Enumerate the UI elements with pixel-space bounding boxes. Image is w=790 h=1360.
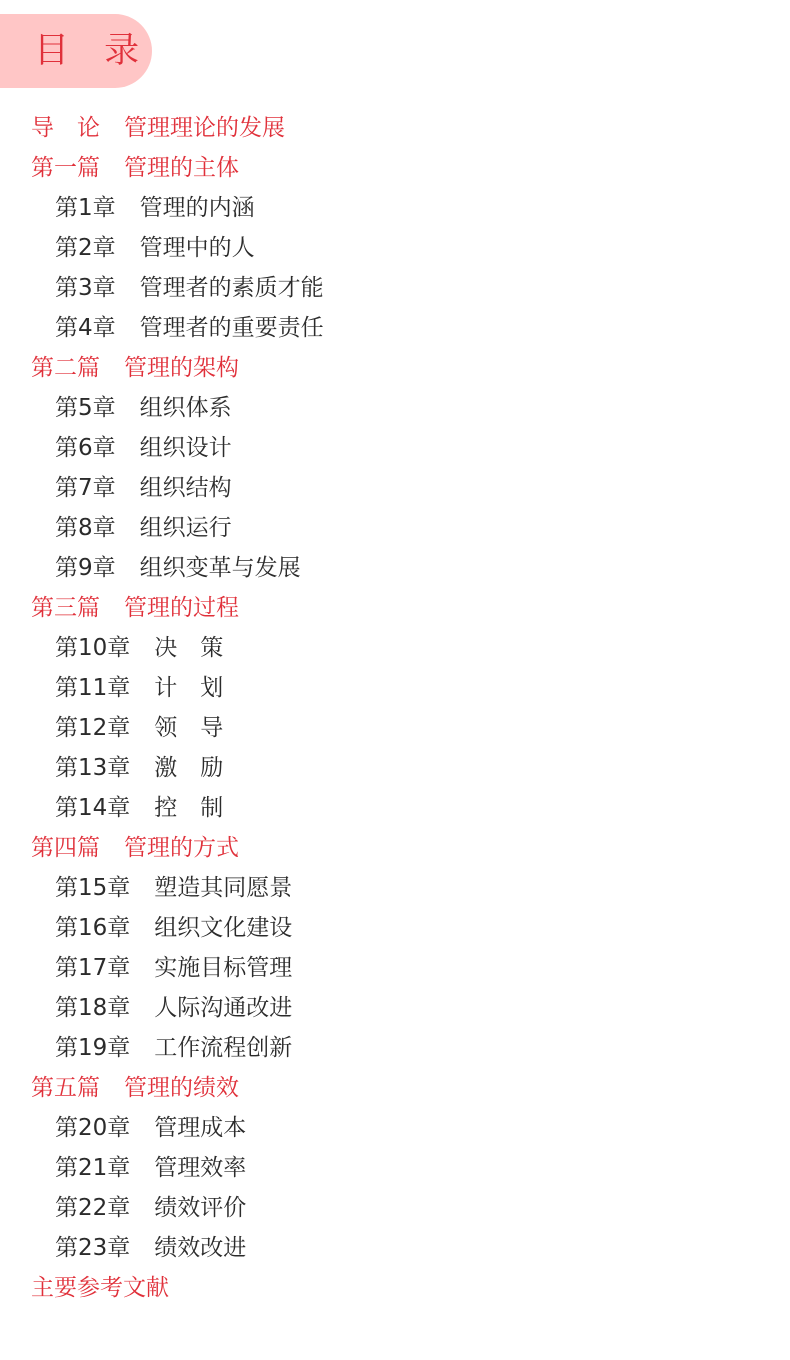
toc-chapter-entry[interactable] — [31, 868, 771, 908]
toc-entry-number: 第17章 — [55, 955, 131, 981]
toc-entry-title: 管理的架构 — [124, 355, 239, 381]
toc-entry-title: 主要参考文献 — [31, 1275, 169, 1301]
toc-part-entry[interactable] — [31, 1268, 771, 1308]
toc-entry-number: 第4章 — [55, 315, 116, 341]
toc-chapter-entry[interactable] — [31, 1108, 771, 1148]
toc-part-entry[interactable] — [31, 348, 771, 388]
toc-entry-number: 第10章 — [55, 635, 131, 661]
toc-entry-title: 管理效率 — [154, 1155, 247, 1181]
toc-chapter-entry[interactable] — [31, 1148, 771, 1188]
toc-entry-number: 第3章 — [55, 275, 116, 301]
toc-chapter-entry[interactable] — [31, 988, 771, 1028]
toc-entry-title: 控 制 — [154, 795, 224, 821]
toc-entry-title: 管理成本 — [154, 1115, 247, 1141]
toc-chapter-entry[interactable] — [31, 668, 771, 708]
toc-entry-title: 组织运行 — [139, 515, 232, 541]
toc-chapter-entry[interactable] — [31, 628, 771, 668]
toc-chapter-entry[interactable] — [31, 948, 771, 988]
toc-entry-title: 绩效评价 — [154, 1195, 247, 1221]
toc-entry-number: 导 论 — [31, 115, 100, 141]
toc-entry-number: 第18章 — [55, 995, 131, 1021]
toc-entry-number: 第12章 — [55, 715, 131, 741]
toc-chapter-entry[interactable] — [31, 708, 771, 748]
toc-entry-number: 第9章 — [55, 555, 116, 581]
toc-entry-number: 第三篇 — [31, 595, 100, 621]
toc-chapter-entry[interactable] — [31, 188, 771, 228]
toc-entry-number: 第20章 — [55, 1115, 131, 1141]
toc-entry-number: 第6章 — [55, 435, 116, 461]
table-of-contents — [31, 108, 771, 1308]
toc-entry-number: 第7章 — [55, 475, 116, 501]
toc-part-entry[interactable] — [31, 1068, 771, 1108]
toc-part-entry[interactable] — [31, 148, 771, 188]
toc-entry-title: 组织变革与发展 — [139, 555, 301, 581]
toc-entry-title: 管理理论的发展 — [124, 115, 285, 141]
toc-chapter-entry[interactable] — [31, 1188, 771, 1228]
toc-entry-number: 第23章 — [55, 1235, 131, 1261]
toc-entry-title: 人际沟通改进 — [154, 995, 293, 1021]
toc-entry-number: 第五篇 — [31, 1075, 100, 1101]
toc-entry-title: 组织体系 — [139, 395, 232, 421]
toc-entry-title: 激 励 — [154, 755, 224, 781]
toc-entry-title: 组织设计 — [139, 435, 232, 461]
toc-entry-number: 第2章 — [55, 235, 116, 261]
toc-entry-title: 管理的绩效 — [124, 1075, 239, 1101]
toc-entry-title: 领 导 — [154, 715, 224, 741]
toc-entry-number: 第四篇 — [31, 835, 100, 861]
toc-entry-title: 绩效改进 — [154, 1235, 247, 1261]
toc-part-entry[interactable] — [31, 828, 771, 868]
toc-entry-title: 塑造其同愿景 — [154, 875, 293, 901]
toc-entry-title: 管理者的素质才能 — [139, 275, 324, 301]
toc-entry-number: 第二篇 — [31, 355, 100, 381]
toc-entry-number: 第11章 — [55, 675, 131, 701]
toc-chapter-entry[interactable] — [31, 508, 771, 548]
toc-entry-number: 第14章 — [55, 795, 131, 821]
toc-entry-title: 组织文化建设 — [154, 915, 293, 941]
toc-entry-number: 第15章 — [55, 875, 131, 901]
toc-entry-title: 工作流程创新 — [154, 1035, 293, 1061]
toc-entry-title: 实施目标管理 — [154, 955, 293, 981]
toc-chapter-entry[interactable] — [31, 428, 771, 468]
toc-entry-number: 第13章 — [55, 755, 131, 781]
toc-chapter-entry[interactable] — [31, 308, 771, 348]
toc-entry-number: 第21章 — [55, 1155, 131, 1181]
toc-chapter-entry[interactable] — [31, 228, 771, 268]
toc-entry-title: 组织结构 — [139, 475, 232, 501]
toc-chapter-entry[interactable] — [31, 1028, 771, 1068]
toc-chapter-entry[interactable] — [31, 268, 771, 308]
toc-entry-title: 计 划 — [154, 675, 224, 701]
toc-entry-number: 第22章 — [55, 1195, 131, 1221]
toc-entry-title: 管理的过程 — [124, 595, 239, 621]
toc-title: 目 录 — [34, 31, 152, 71]
toc-chapter-entry[interactable] — [31, 388, 771, 428]
toc-entry-title: 管理的方式 — [124, 835, 239, 861]
toc-entry-title: 管理中的人 — [139, 235, 255, 261]
toc-chapter-entry[interactable] — [31, 748, 771, 788]
toc-part-entry[interactable] — [31, 108, 771, 148]
toc-entry-number: 第19章 — [55, 1035, 131, 1061]
toc-entry-number: 第一篇 — [31, 155, 100, 181]
toc-chapter-entry[interactable] — [31, 788, 771, 828]
toc-entry-number: 第5章 — [55, 395, 116, 421]
toc-entry-title: 管理的主体 — [124, 155, 239, 181]
toc-entry-title: 管理的内涵 — [139, 195, 255, 221]
toc-chapter-entry[interactable] — [31, 548, 771, 588]
toc-part-entry[interactable] — [31, 588, 771, 628]
toc-chapter-entry[interactable] — [31, 1228, 771, 1268]
toc-entry-number: 第1章 — [55, 195, 116, 221]
toc-chapter-entry[interactable] — [31, 468, 771, 508]
toc-title-badge — [0, 14, 152, 88]
toc-entry-number: 第8章 — [55, 515, 116, 541]
toc-entry-title: 决 策 — [154, 635, 224, 661]
toc-chapter-entry[interactable] — [31, 908, 771, 948]
toc-entry-title: 管理者的重要责任 — [139, 315, 324, 341]
toc-entry-number: 第16章 — [55, 915, 131, 941]
